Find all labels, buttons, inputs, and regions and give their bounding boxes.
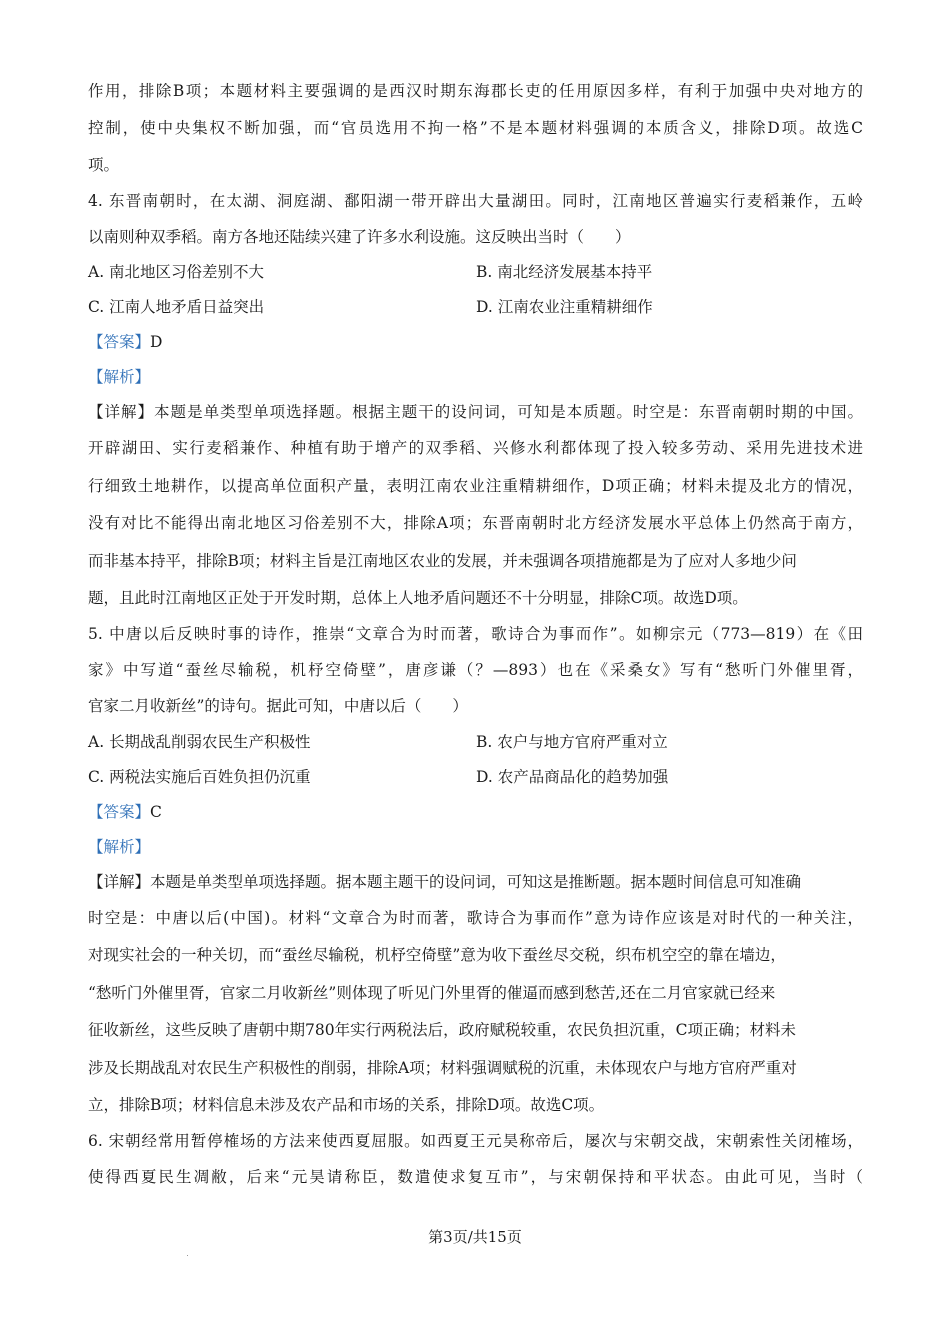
answer-value: D [150, 333, 163, 351]
question-6-stem-line: 6. 宋朝经常用暂停榷场的方法来使西夏屈服。如西夏王元昊称帝后，屡次与宋朝交战，宋朝索性关闭榷场， [88, 1132, 863, 1150]
question-5-detail-line: 涉及长期战乱对农民生产积极性的削弱，排除A项；材料强调赋税的沉重，未体现农户与地方官府严重对 [88, 1059, 797, 1077]
question-4-detail-line: 行细致土地耕作，以提高单位面积产量，表明江南农业注重精耕细作，D项正确；材料未提及北方的情况， [88, 477, 863, 495]
page-number: 第3页/共15页 [428, 1228, 522, 1246]
question-5-option-d: D. 农产品商品化的趋势加强 [476, 768, 669, 786]
question-4-option-c: C. 江南人地矛盾日益突出 [88, 298, 265, 316]
question-5-option-a: A. 长期战乱削弱农民生产积极性 [88, 733, 311, 751]
question-5-detail-line: 立，排除B项；材料信息未涉及农产品和市场的关系，排除D项。故选C项。 [88, 1096, 605, 1114]
question-5-stem-line: 5. 中唐以后反映时事的诗作，推崇“文章合为时而著，歌诗合为事而作”。如柳宗元（773—819）在《田 [88, 625, 863, 643]
question-5-stem-line: 官家二月收新丝”的诗句。据此可知，中唐以后（ ） [88, 697, 468, 715]
question-5-detail-line: 时空是：中唐以后(中国)。材料“文章合为时而著，歌诗合为事而作”意为诗作应该是对时代的一种关注， [88, 909, 863, 927]
question-5-detail-line: “愁听门外催里胥，官家二月收新丝”则体现了听见门外里胥的催逼而感到愁苦,还在二月官家就已经来 [88, 984, 776, 1002]
question-4-detail-line: 【详解】本题是单类型单项选择题。根据主题干的设问词，可知是本质题。时空是：东晋南朝时期的中国。 [88, 403, 863, 421]
question-4-option-a: A. 南北地区习俗差别不大 [88, 263, 265, 281]
question-5-option-b: B. 农户与地方官府严重对立 [476, 733, 668, 751]
question-5-analysis-tag: 【解析】 [88, 838, 151, 856]
question-4-stem-line: 4. 东晋南朝时，在太湖、洞庭湖、鄱阳湖一带开辟出大量湖田。同时，江南地区普遍实行麦稻兼作，五岭 [88, 192, 863, 210]
question-5-option-c: C. 两税法实施后百姓负担仍沉重 [88, 768, 311, 786]
question-5-stem-line: 家》中写道“蚕丝尽输税，机杼空倚壁”，唐彦谦（？—893）也在《采桑女》写有“愁听门外催里胥， [88, 661, 863, 679]
question-4-detail-line: 而非基本持平，排除B项；材料主旨是江南地区农业的发展，并未强调各项措施都是为了应对人多地少问 [88, 552, 797, 570]
question-5-detail-line: 对现实社会的一种关切，而“蚕丝尽输税，机杼空倚壁”意为收下蚕丝尽交税，织布机空空的靠在墙边， [88, 946, 786, 964]
detail-tag: 【详解】 [88, 403, 155, 421]
text-line: 项。 [88, 156, 120, 174]
question-5-detail-line: 征收新丝，这些反映了唐朝中期780年实行两税法后，政府赋税较重，农民负担沉重，C项正确；材料未 [88, 1021, 796, 1039]
detail-tag: 【详解】 [88, 873, 151, 891]
answer-value: C [150, 803, 162, 821]
question-4-stem-line: 以南则种双季稻。南方各地还陆续兴建了许多水利设施。这反映出当时（ ） [88, 228, 631, 246]
question-4-detail-line: 题，且此时江南地区正处于开发时期，总体上人地矛盾问题还不十分明显，排除C项。故选D项。 [88, 589, 748, 607]
question-6-stem-line: 使得西夏民生凋敝，后来“元昊请称臣，数遣使求复互市”，与宋朝保持和平状态。由此可见，当时（ [88, 1168, 863, 1186]
question-4-analysis-tag: 【解析】 [88, 368, 151, 386]
answer-tag: 【答案】 [88, 803, 151, 821]
question-4-option-d: D. 江南农业注重精耕细作 [476, 298, 653, 316]
question-4-answer [88, 332, 162, 352]
question-4-detail-line: 没有对比不能得出南北地区习俗差别不大，排除A项；东晋南朝时北方经济发展水平总体上仍然高于南方， [88, 514, 863, 532]
question-5-answer [88, 802, 162, 822]
question-4-detail-line: 开辟湖田、实行麦稻兼作、种植有助于增产的双季稻、兴修水利都体现了投入较多劳动、采用先进技术进 [88, 439, 863, 457]
stray-dot [187, 1255, 188, 1256]
question-4-option-b: B. 南北经济发展基本持平 [476, 263, 653, 281]
text-line: 作用，排除B项；本题材料主要强调的是西汉时期东海郡长吏的任用原因多样，有利于加强中央对地方的 [88, 82, 863, 100]
text-line: 控制，使中央集权不断加强，而“官员选用不拘一格”不是本题材料强调的本质含义，排除D项。故选C [88, 119, 863, 137]
question-5-detail-line: 【详解】本题是单类型单项选择题。据本题主题干的设问词，可知这是推断题。据本题时间信息可知准确 [88, 873, 802, 891]
answer-tag: 【答案】 [88, 333, 151, 351]
